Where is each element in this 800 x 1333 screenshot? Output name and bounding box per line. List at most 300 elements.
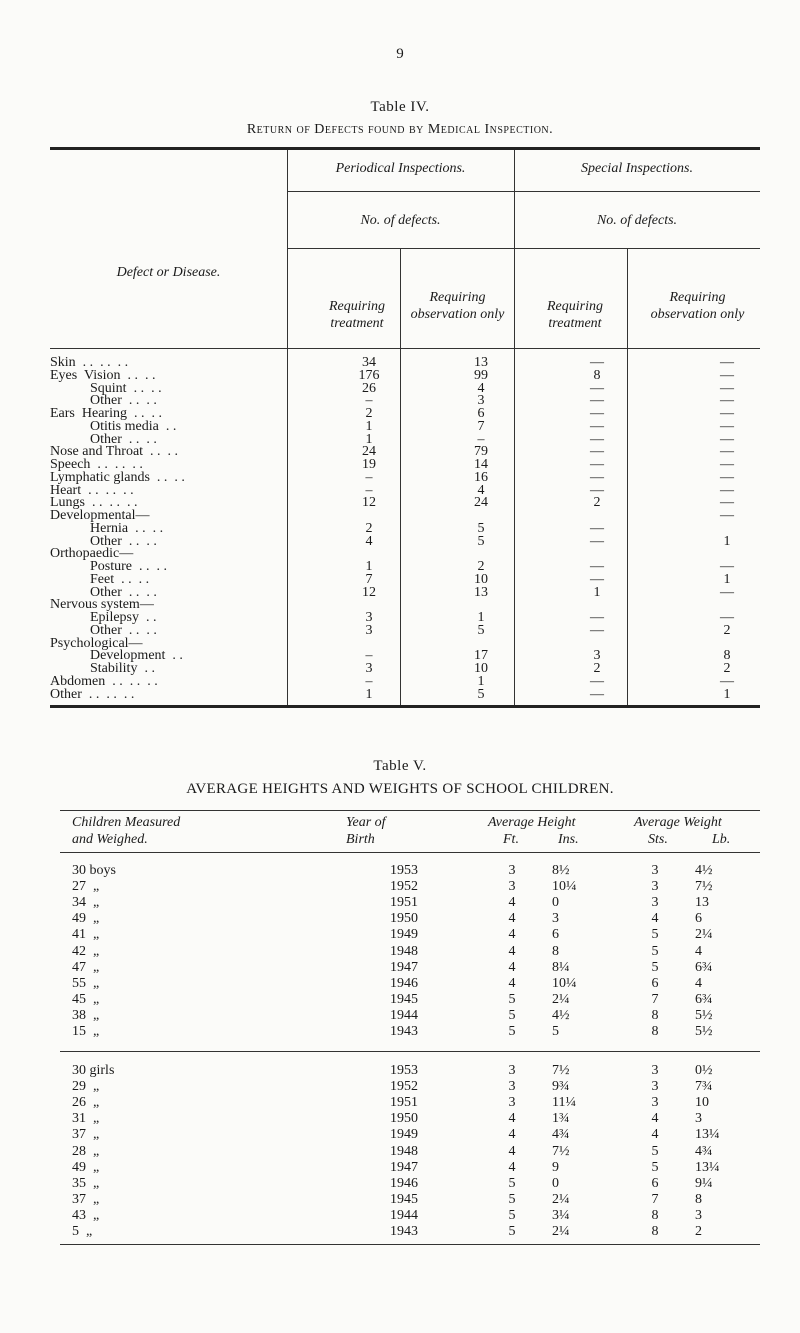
- table4-row-label: Heart . . . . . .: [50, 482, 134, 498]
- table4-row-label: Lymphatic glands . . . .: [50, 469, 185, 485]
- table4-cell: 17: [474, 648, 488, 664]
- table4-cell: 34: [362, 355, 376, 370]
- table5-mid-rule: [60, 1051, 760, 1052]
- table5-cell: 41 „: [72, 927, 100, 943]
- table5-cell: 8: [695, 1191, 702, 1207]
- table5-row: [60, 1192, 760, 1208]
- table5-cell: 13¼: [695, 1127, 720, 1143]
- table5-row: [60, 863, 760, 879]
- table4-cell: 3: [365, 622, 373, 638]
- table4-row-label: Skin . . . . . .: [50, 355, 129, 370]
- table4-header-rule: [287, 191, 760, 192]
- table4-cell: 1: [477, 673, 485, 689]
- table5-row: [60, 1063, 760, 1079]
- table4-cell: 7: [365, 571, 373, 587]
- table5-cell: 7½: [552, 1143, 570, 1159]
- table4-cell: 13: [474, 584, 488, 600]
- table5-cell: 45 „: [72, 991, 100, 1007]
- table5-cell: 4½: [695, 863, 713, 878]
- table4-cell: —: [590, 571, 604, 587]
- table5-row: [60, 927, 760, 943]
- table4-cell: 12: [362, 584, 376, 600]
- table5-cell: 1945: [390, 1191, 418, 1207]
- table5-header-ft: Ft.: [503, 832, 519, 847]
- table4-cell: 13: [474, 355, 488, 370]
- table4-header-special: Special Inspections.: [581, 161, 693, 176]
- table4-cell: —: [720, 469, 734, 485]
- table5-cell: 55 „: [72, 975, 100, 991]
- table4-cell: 26: [362, 380, 376, 396]
- table5-top-rule: [60, 810, 760, 811]
- table5-row: [60, 1224, 760, 1240]
- table4-row: [50, 686, 760, 702]
- table5-cell: 4: [508, 895, 516, 911]
- table5-cell: 30 girls: [72, 1063, 115, 1078]
- table5-cell: 34 „: [72, 895, 100, 911]
- table4-cell: —: [590, 355, 604, 370]
- table5-cell: 7½: [695, 879, 713, 895]
- table4-row-label: Psychological—: [50, 635, 143, 651]
- table5-header-weight: Average Weight: [634, 815, 722, 830]
- table5-cell: 43 „: [72, 1207, 100, 1223]
- table4-row-label: Otitis media . .: [90, 418, 177, 434]
- table4-cell: 4: [477, 482, 485, 498]
- table4-cell: —: [720, 495, 734, 511]
- table4-cell: —: [720, 418, 734, 434]
- table5-cell: 4: [651, 1111, 659, 1127]
- table4-row: [50, 482, 760, 498]
- table5-cell: 8: [552, 943, 559, 959]
- table5-cell: 1949: [390, 927, 418, 943]
- table5-cell: 7¾: [695, 1079, 713, 1095]
- table5-header-year: Birth: [346, 832, 375, 847]
- table5-cell: 4: [695, 975, 702, 991]
- table5-row: [60, 1008, 760, 1024]
- table4-cell: 176: [358, 367, 380, 383]
- table4-header-no-defects: No. of defects.: [596, 213, 678, 228]
- table4-cell: —: [590, 380, 604, 396]
- table4-cell: 6: [477, 406, 485, 421]
- table5-cell: 0: [552, 1175, 559, 1191]
- table5-row: [60, 1176, 760, 1192]
- table5-cell: 1953: [390, 1063, 418, 1078]
- table4-header-req-treatment: Requiring treatment: [329, 299, 385, 331]
- table5-cell: 2¼: [552, 1191, 570, 1207]
- table4-cell: —: [590, 431, 604, 447]
- table4-row-label: Other . . . .: [90, 584, 157, 600]
- table4-row-label: Nose and Throat . . . .: [50, 444, 179, 460]
- table4-subtitle: Return of Defects found by Medical Inspection.: [246, 122, 554, 137]
- table4-cell: —: [720, 431, 734, 447]
- table5-cell: 3: [508, 879, 516, 895]
- table5-cell: 2¼: [552, 1224, 570, 1239]
- table4-cell: 2: [477, 559, 485, 574]
- table4-row: [50, 584, 760, 600]
- table4-cell: 3: [477, 393, 485, 409]
- table5-cell: 1953: [390, 863, 418, 878]
- table5-cell: 1944: [390, 1007, 418, 1023]
- table4-row-label: Posture . . . .: [90, 559, 167, 574]
- table4-cell: 24: [474, 495, 488, 511]
- table5-cell: 3: [651, 1095, 659, 1111]
- page-number: 9: [396, 46, 404, 62]
- table4-cell: –: [477, 431, 485, 447]
- table4-row-label: Other . . . . . .: [50, 686, 135, 702]
- table4-cell: —: [720, 482, 734, 498]
- table5-cell: 7: [651, 1191, 659, 1207]
- table4-row-label: Stability . .: [90, 661, 155, 676]
- table4-header-rule: [50, 348, 760, 349]
- table5-cell: 8¼: [552, 959, 570, 975]
- table4-cell: 2: [593, 661, 601, 676]
- table4-title: Table IV.: [370, 99, 430, 115]
- table5-cell: 6: [695, 911, 702, 927]
- table4-row: [50, 622, 760, 638]
- table5-cell: 9: [552, 1159, 559, 1175]
- table5-cell: 1947: [390, 1159, 418, 1175]
- table5-cell: 26 „: [72, 1095, 100, 1111]
- table5-row: [60, 895, 760, 911]
- table4-cell: —: [720, 673, 734, 689]
- table4-row-label: Other . . . .: [90, 622, 157, 638]
- table4-cell: —: [720, 444, 734, 460]
- table5-cell: 42 „: [72, 943, 100, 959]
- table4-cell: –: [365, 673, 373, 689]
- table4-cell: –: [365, 393, 373, 409]
- table5-cell: 29 „: [72, 1079, 100, 1095]
- table4-cell: 5: [477, 533, 485, 549]
- table4-row-label: Speech . . . . . .: [50, 457, 143, 472]
- table5-cell: 8: [651, 1024, 659, 1039]
- table5-cell: 1946: [390, 1175, 418, 1191]
- table5-cell: 10¼: [552, 879, 577, 895]
- table5-header-rule: [60, 852, 760, 853]
- table5-cell: 3: [651, 863, 659, 878]
- table5-cell: 10¼: [552, 975, 577, 991]
- table4-cell: 1: [723, 686, 731, 702]
- table4-cell: —: [720, 406, 734, 421]
- table5-subtitle: AVERAGE HEIGHTS AND WEIGHTS OF SCHOOL CHILDREN.: [186, 781, 614, 797]
- table5-cell: 1944: [390, 1207, 418, 1223]
- table5-header-height: Average Height: [488, 815, 576, 830]
- table5-cell: 1950: [390, 911, 418, 927]
- table5-cell: 5: [508, 1207, 516, 1223]
- table4-row: [50, 561, 760, 574]
- table4-cell: –: [365, 648, 373, 664]
- table4-cell: 79: [474, 444, 488, 460]
- table5-cell: 38 „: [72, 1007, 100, 1023]
- table4-cell: 2: [723, 622, 731, 638]
- table5-cell: 3: [651, 1063, 659, 1078]
- table5-cell: 37 „: [72, 1127, 100, 1143]
- table4-cell: 19: [362, 457, 376, 472]
- table5-header-ins: Ins.: [558, 832, 579, 847]
- table4-header-req-observation: Requiring observation only: [410, 290, 505, 322]
- table4-cell: —: [720, 457, 734, 472]
- table5-cell: 49 „: [72, 1159, 100, 1175]
- table5-cell: 4: [508, 1111, 516, 1127]
- table5-row: [60, 976, 760, 992]
- table5-cell: 3: [695, 1207, 702, 1223]
- table5-cell: 5: [508, 1007, 516, 1023]
- table4-cell: 7: [477, 418, 485, 434]
- table4-cell: 4: [365, 533, 373, 549]
- table5-cell: 13¼: [695, 1159, 720, 1175]
- table4-cell: 8: [723, 648, 731, 664]
- table4-cell: —: [590, 559, 604, 574]
- table4-cell: —: [720, 610, 734, 625]
- table5-cell: 47 „: [72, 959, 100, 975]
- table5-cell: 3¼: [552, 1207, 570, 1223]
- table4-row-label: Squint . . . .: [90, 380, 162, 396]
- table5-cell: 9¾: [552, 1079, 570, 1095]
- table5-header-children: and Weighed.: [72, 832, 148, 847]
- table5-cell: 4: [695, 943, 702, 959]
- table5-cell: 4½: [552, 1007, 570, 1023]
- table4-cell: —: [590, 444, 604, 460]
- table5-cell: 4: [508, 927, 516, 943]
- table4-cell: —: [590, 622, 604, 638]
- table4-cell: —: [590, 469, 604, 485]
- table5-cell: 2¼: [552, 991, 570, 1007]
- table4-cell: 1: [365, 559, 373, 574]
- table4-cell: —: [590, 673, 604, 689]
- table4-header-defect: Defect or Disease.: [116, 265, 221, 280]
- table5-cell: 1952: [390, 879, 418, 895]
- table4-cell: —: [720, 559, 734, 574]
- table5-cell: 3: [695, 1111, 702, 1127]
- table4-row-label: Orthopaedic—: [50, 546, 134, 562]
- table4-row-label: Eyes Vision . . . .: [50, 367, 156, 383]
- table4-row: [50, 497, 760, 510]
- table5-header-sts: Sts.: [648, 832, 668, 847]
- table4-row-label: Other . . . .: [90, 431, 157, 447]
- table4-cell: —: [720, 393, 734, 409]
- table4-row-label: Other . . . .: [90, 533, 157, 549]
- table5-cell: 5: [651, 959, 659, 975]
- table4-header-req-observation: Requiring observation only: [650, 290, 745, 322]
- table5-cell: 4: [508, 1159, 516, 1175]
- table4-cell: —: [590, 610, 604, 625]
- table5-cell: 27 „: [72, 879, 100, 895]
- table4-header-rule: [287, 248, 760, 249]
- table5-cell: 1948: [390, 1143, 418, 1159]
- table5-cell: 1947: [390, 959, 418, 975]
- table5-cell: 15 „: [72, 1024, 100, 1039]
- table5-cell: 3: [508, 1063, 516, 1078]
- table4-cell: 2: [365, 520, 373, 536]
- table4-cell: —: [590, 533, 604, 549]
- table5-row: [60, 879, 760, 895]
- table4-cell: 3: [365, 661, 373, 676]
- table4-cell: —: [590, 406, 604, 421]
- table5-row: [60, 1095, 760, 1111]
- table5-cell: 7: [651, 991, 659, 1007]
- table4-cell: 1: [477, 610, 485, 625]
- table4-cell: 2: [365, 406, 373, 421]
- table5-cell: 4: [508, 911, 516, 927]
- table5-cell: 3: [651, 1079, 659, 1095]
- table4-row-label: Ears Hearing . . . .: [50, 406, 162, 421]
- table4-cell: 1: [365, 418, 373, 434]
- table5-cell: 1943: [390, 1224, 418, 1239]
- table5-cell: 5: [508, 1191, 516, 1207]
- table4-cell: —: [590, 393, 604, 409]
- table5-cell: 37 „: [72, 1191, 100, 1207]
- table5-title: Table V.: [373, 758, 427, 774]
- table5-header-children: Children Measured: [72, 815, 181, 830]
- table4-cell: 4: [477, 380, 485, 396]
- table5-row: [60, 1127, 760, 1143]
- table4-cell: 2: [723, 661, 731, 676]
- table4-cell: 10: [474, 661, 488, 676]
- table4-cell: —: [590, 520, 604, 536]
- table4-row-label: Development . .: [90, 648, 183, 664]
- table4-cell: 1: [723, 533, 731, 549]
- table5-cell: 6¾: [695, 991, 713, 1007]
- table4-cell: 12: [362, 495, 376, 511]
- table5-cell: 2: [695, 1224, 702, 1239]
- table5-row: [60, 992, 760, 1008]
- table4-row: [50, 599, 760, 612]
- table5-row: [60, 911, 760, 927]
- table5-cell: 13: [695, 895, 709, 911]
- table5-cell: 8: [651, 1007, 659, 1023]
- table5-cell: 6: [552, 927, 559, 943]
- table5-cell: 4: [508, 1127, 516, 1143]
- table5-cell: 8: [651, 1224, 659, 1239]
- table5-cell: 5: [651, 943, 659, 959]
- table4-cell: —: [590, 686, 604, 702]
- table4-row: [50, 533, 760, 549]
- table5-cell: 28 „: [72, 1143, 100, 1159]
- table4-cell: –: [365, 469, 373, 485]
- table4-cell: 10: [474, 571, 488, 587]
- table5-cell: 8: [651, 1207, 659, 1223]
- table5-cell: 5: [508, 991, 516, 1007]
- table5-cell: 5: [552, 1024, 559, 1039]
- table4-cell: 3: [365, 610, 373, 625]
- table4-row-label: Feet . . . .: [90, 571, 150, 587]
- table4-row: [50, 673, 760, 689]
- table5-cell: 31 „: [72, 1111, 100, 1127]
- table5-cell: 5½: [695, 1007, 713, 1023]
- table4-header-periodical: Periodical Inspections.: [335, 161, 466, 176]
- table5-cell: 4: [508, 1143, 516, 1159]
- table4-row: [50, 650, 760, 663]
- table4-cell: —: [720, 584, 734, 600]
- table5-cell: 3: [508, 1095, 516, 1111]
- table4-cell: 16: [474, 469, 488, 485]
- table5-cell: 1951: [390, 1095, 418, 1111]
- table5-cell: 5: [508, 1024, 516, 1039]
- table5-cell: 8½: [552, 863, 570, 878]
- table4-cell: —: [590, 457, 604, 472]
- table5-cell: 4: [651, 911, 659, 927]
- table4-row: [50, 469, 760, 485]
- table5-cell: 49 „: [72, 911, 100, 927]
- table5-cell: 5: [651, 927, 659, 943]
- table5-cell: 10: [695, 1095, 709, 1111]
- table4-row-label: Epilepsy . .: [90, 610, 157, 625]
- table4-row-label: Other . . . .: [90, 393, 157, 409]
- table4-cell: 99: [474, 367, 488, 383]
- table5-cell: 3: [651, 879, 659, 895]
- table5-cell: 0: [552, 895, 559, 911]
- table4-cell: —: [590, 482, 604, 498]
- table5-row: [60, 1111, 760, 1127]
- table5-cell: 1950: [390, 1111, 418, 1127]
- table4-row-label: Hernia . . . .: [90, 520, 164, 536]
- table4-row-label: Nervous system—: [50, 597, 154, 613]
- table4-top-rule: [50, 147, 760, 150]
- table5-row: [60, 944, 760, 960]
- table5-cell: 4: [651, 1127, 659, 1143]
- table5-cell: 1945: [390, 991, 418, 1007]
- table4-cell: 1: [365, 686, 373, 702]
- table5-cell: 30 boys: [72, 863, 116, 878]
- table4-header-no-defects: No. of defects.: [360, 213, 441, 228]
- table4-cell: –: [365, 482, 373, 498]
- table4-header-req-treatment: Requiring treatment: [547, 299, 603, 331]
- table4-cell: 5: [477, 622, 485, 638]
- table5-cell: 3: [552, 911, 559, 927]
- table5-bottom-rule: [60, 1244, 760, 1245]
- table5-cell: 3: [508, 863, 516, 878]
- table4-cell: 14: [474, 457, 488, 472]
- table4-cell: —: [720, 380, 734, 396]
- table5-cell: 4: [508, 975, 516, 991]
- table4-row-label: Lungs . . . . . .: [50, 495, 138, 511]
- table5-row: [60, 1144, 760, 1160]
- table5-cell: 4: [508, 943, 516, 959]
- table4-cell: 24: [362, 444, 376, 460]
- table5-row: [60, 1208, 760, 1224]
- table5-row: [60, 960, 760, 976]
- table5-cell: 1¾: [552, 1111, 570, 1127]
- table5-header-lb: Lb.: [712, 832, 731, 847]
- table5-cell: 5½: [695, 1024, 713, 1039]
- table5-cell: 35 „: [72, 1175, 100, 1191]
- table4-cell: 3: [593, 648, 601, 664]
- table4-row: [50, 357, 760, 370]
- table5-cell: 3: [508, 1079, 516, 1095]
- table4-cell: —: [720, 355, 734, 370]
- table5-cell: 1949: [390, 1127, 418, 1143]
- table5-cell: 5: [508, 1175, 516, 1191]
- table4-row-label: Developmental—: [50, 508, 150, 523]
- table5-cell: 9¼: [695, 1175, 713, 1191]
- table5-cell: 1946: [390, 975, 418, 991]
- table5-cell: 1952: [390, 1079, 418, 1095]
- table4-cell: 8: [593, 367, 601, 383]
- table4-row: [50, 446, 760, 459]
- table5-row: [60, 1160, 760, 1176]
- table5-header-year: Year of: [346, 815, 386, 830]
- table5-cell: 11¼: [552, 1095, 576, 1111]
- table5-cell: 5: [651, 1159, 659, 1175]
- table4-cell: 1: [365, 431, 373, 447]
- table4-cell: 5: [477, 686, 485, 702]
- table4-cell: 1: [723, 571, 731, 587]
- table5-cell: 1951: [390, 895, 418, 911]
- table5-cell: 1943: [390, 1024, 418, 1039]
- table4-cell: —: [590, 418, 604, 434]
- table5-cell: 5: [508, 1224, 516, 1239]
- table5-cell: 0½: [695, 1063, 713, 1078]
- table5-cell: 4¾: [695, 1143, 713, 1159]
- table5-cell: 6¾: [695, 959, 713, 975]
